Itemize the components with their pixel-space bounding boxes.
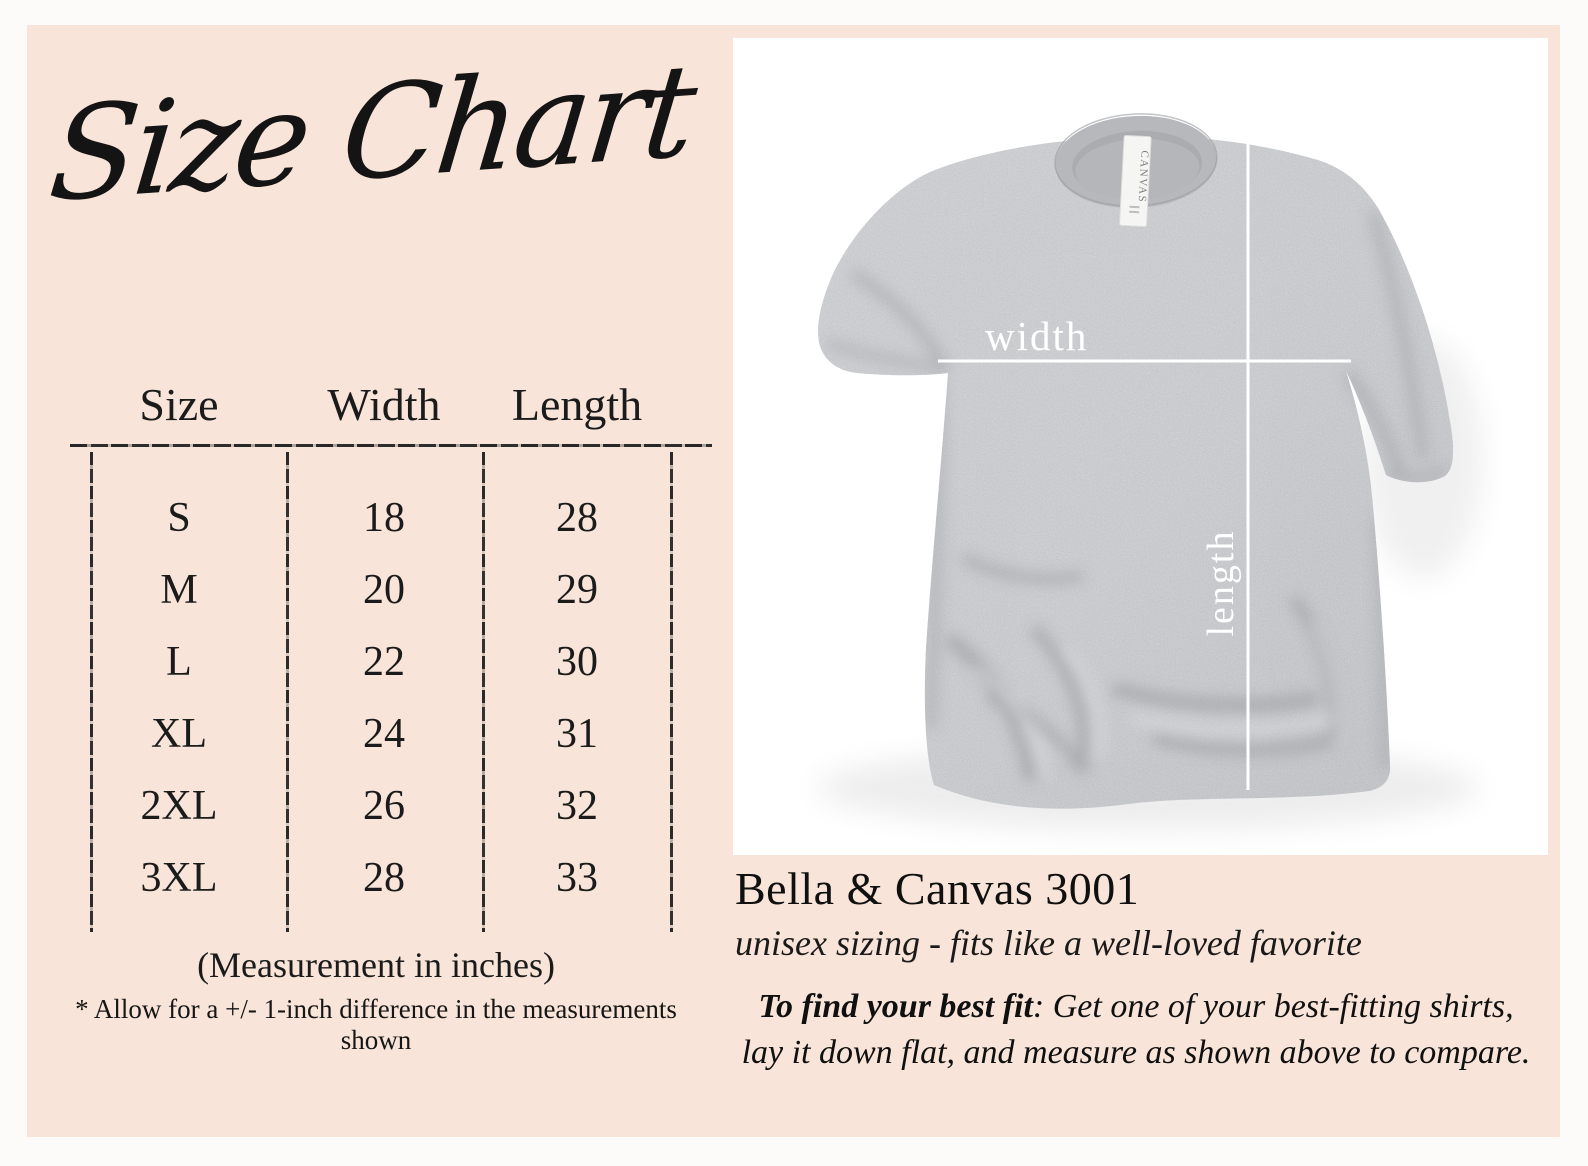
cell-length: 30 xyxy=(556,639,598,685)
cell-width: 26 xyxy=(363,783,405,829)
size-table-header xyxy=(72,378,672,431)
tshirt-illustration xyxy=(733,38,1548,855)
table-row xyxy=(72,770,672,842)
column-header-length: Length xyxy=(511,379,643,430)
column-header-width: Width xyxy=(327,379,441,430)
fit-tip-rest: : Get one of your best-fitting shirts, xyxy=(1032,988,1514,1025)
product-tagline: unisex sizing - fits like a well-loved favorite xyxy=(735,923,1362,963)
table-row xyxy=(72,842,672,914)
cell-length: 33 xyxy=(556,855,598,901)
table-row xyxy=(72,554,672,626)
cell-width: 28 xyxy=(363,855,405,901)
cell-size: 2XL xyxy=(140,783,218,829)
measurement-unit-note: (Measurement in inches) xyxy=(197,945,555,985)
neck-tag-text: CANVAS xyxy=(1135,150,1151,204)
cell-size: S xyxy=(167,495,191,541)
table-header-rule xyxy=(70,444,712,447)
product-name: Bella & Canvas 3001 xyxy=(735,863,1140,914)
cell-length: 32 xyxy=(556,783,598,829)
cell-size: L xyxy=(166,639,192,685)
cell-length: 29 xyxy=(556,567,598,613)
cell-size: 3XL xyxy=(140,855,218,901)
cell-size: XL xyxy=(151,711,207,757)
fit-tip-lead: To find your best fit xyxy=(758,988,1033,1025)
cell-size: M xyxy=(160,567,198,613)
cell-width: 24 xyxy=(363,711,405,757)
fit-tip-line1 xyxy=(706,988,1566,1026)
tshirt-photo xyxy=(733,38,1548,855)
size-table-body xyxy=(72,482,672,914)
cell-length: 31 xyxy=(556,711,598,757)
fit-tip-line2: lay it down flat, and measure as shown above to compare. xyxy=(741,1034,1531,1071)
cell-length: 28 xyxy=(556,495,598,541)
table-row xyxy=(72,626,672,698)
column-header-size: Size xyxy=(139,379,219,430)
neck-tag xyxy=(1120,135,1152,226)
page-title: Size Chart xyxy=(43,36,700,232)
cell-width: 22 xyxy=(363,639,405,685)
table-row xyxy=(72,482,672,554)
cell-width: 18 xyxy=(363,495,405,541)
width-label: width xyxy=(985,313,1089,359)
table-row xyxy=(72,698,672,770)
cell-width: 20 xyxy=(363,567,405,613)
tolerance-footnote: * Allow for a +/- 1-inch difference in the measurements shown xyxy=(75,994,677,1055)
length-label: length xyxy=(1200,529,1242,637)
tshirt-body xyxy=(733,38,1548,855)
